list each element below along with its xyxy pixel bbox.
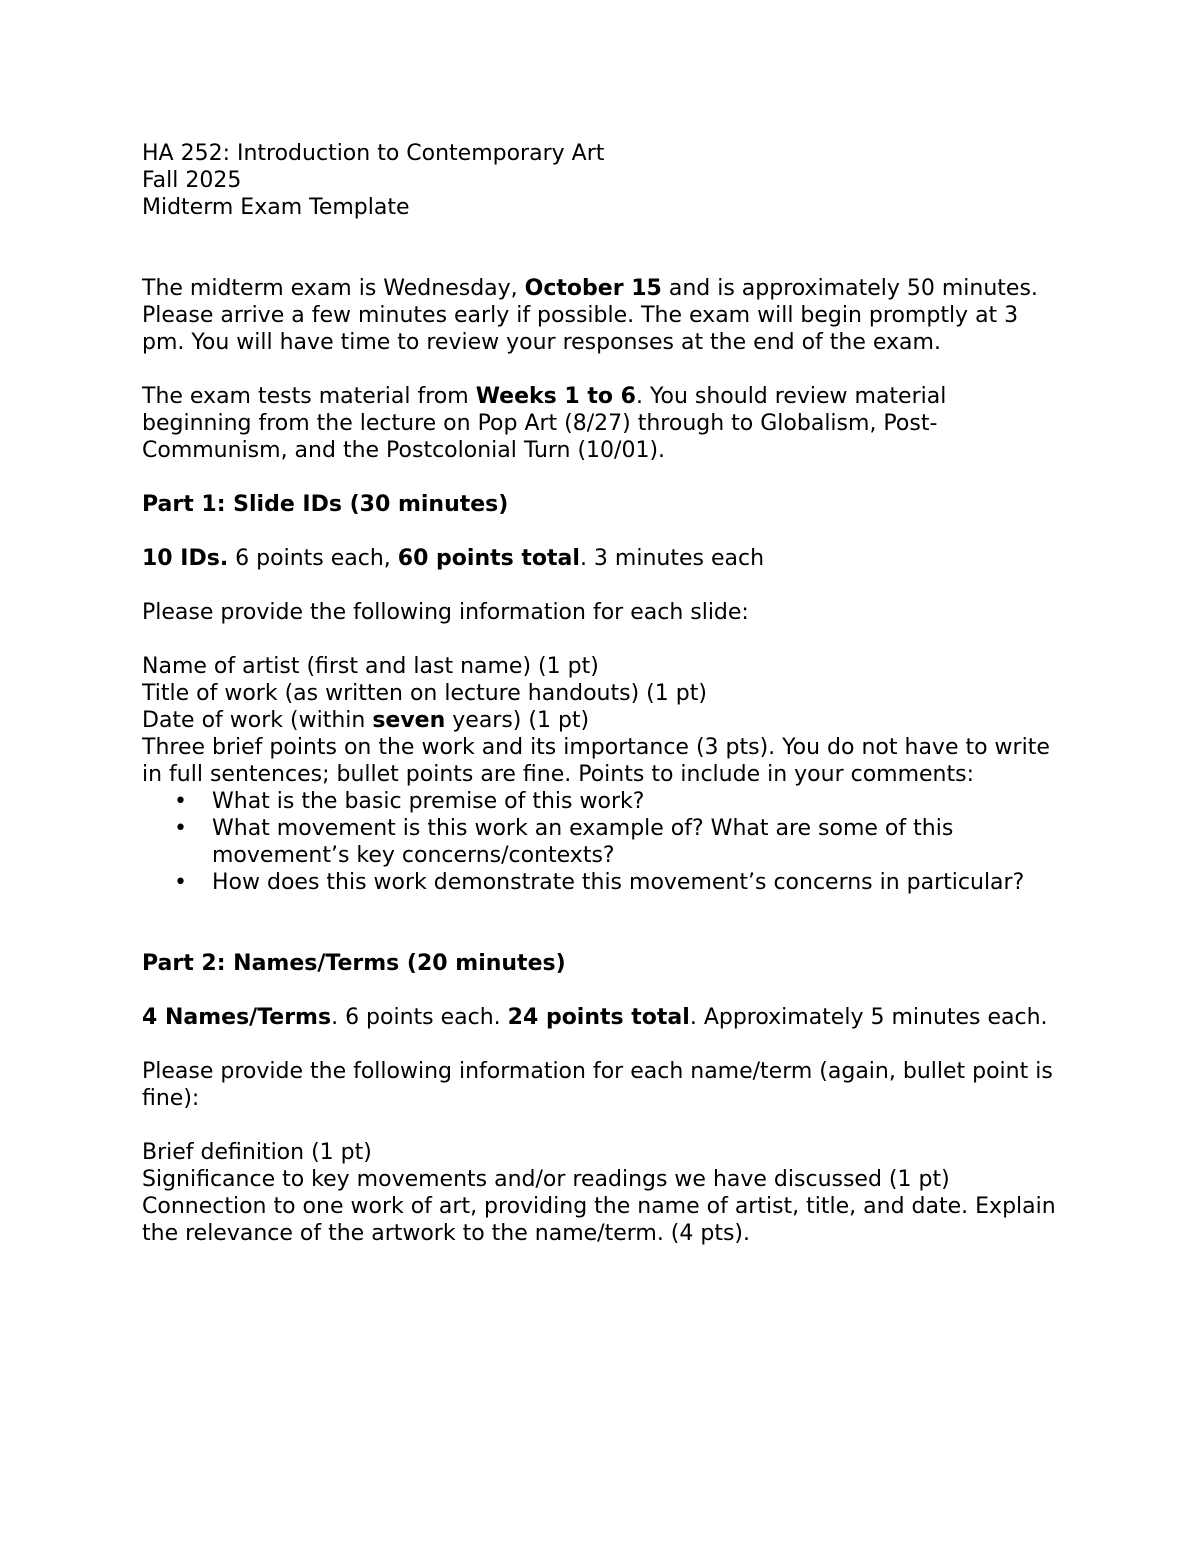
document-title: Midterm Exam Template: [142, 195, 410, 220]
scope-text-2: . You should review material beginning from the lecture on Pop Art (8/27) through to Globalism, Post-Communism, and the Postcolonial Turn (10/01).: [142, 384, 947, 463]
scope-text-1: The exam tests material from: [142, 384, 476, 409]
spacer: [142, 221, 1062, 275]
part2-summary-text-2: . Approximately 5 minutes each.: [689, 1005, 1048, 1030]
course-title: HA 252: Introduction to Contemporary Art: [142, 141, 605, 166]
logistics-text-2: and is approximately 50 minutes. Please arrive a few minutes early if possible. The exam will begin promptly at 3 pm. You will have time to review your responses at the end of the exam.: [142, 276, 1038, 355]
bullet-icon: •: [174, 789, 187, 814]
part1-summary: [142, 545, 1062, 572]
requirement-date: Date of work (within seven years) (1 pt): [142, 708, 590, 733]
part2-count: 4 Names/Terms: [142, 1005, 332, 1030]
comment-points-list: [142, 788, 1062, 896]
bullet-icon: •: [174, 816, 187, 841]
date-range-emphasis: seven: [372, 708, 446, 733]
part1-heading-text: Part 1: Slide IDs (30 minutes): [142, 492, 509, 517]
bullet-icon: •: [174, 870, 187, 895]
spacer: [142, 896, 1062, 950]
part1-summary-text-1: 6 points each,: [228, 546, 398, 571]
part2-instruction: Please provide the following information for each name/term (again, bullet point is fine):: [142, 1059, 1053, 1111]
exam-weeks: Weeks 1 to 6: [475, 384, 636, 409]
part2-summary: [142, 1004, 1062, 1031]
requirement-significance: Significance to key movements and/or readings we have discussed (1 pt): [142, 1167, 950, 1192]
exam-logistics-paragraph: [142, 275, 1062, 356]
part1-heading: [142, 491, 1062, 518]
requirement-artist: Name of artist (first and last name) (1 pt): [142, 654, 599, 679]
part2-requirements: [142, 1139, 1062, 1247]
exam-date: October 15: [524, 276, 662, 301]
term-label: Fall 2025: [142, 168, 242, 193]
part2-points-total: 24 points total: [507, 1005, 690, 1030]
part2-heading-text: Part 2: Names/Terms (20 minutes): [142, 951, 566, 976]
part1-instruction: Please provide the following information for each slide:: [142, 600, 749, 625]
part1-summary-text-2: . 3 minutes each: [579, 546, 765, 571]
exam-scope-paragraph: [142, 383, 1062, 464]
requirement-title: Title of work (as written on lecture handouts) (1 pt): [142, 681, 707, 706]
document-page: [142, 140, 1062, 1247]
logistics-text-1: The midterm exam is Wednesday,: [142, 276, 525, 301]
part2-summary-text-1: . 6 points each.: [331, 1005, 508, 1030]
list-item: • What movement is this work an example of? What are some of this movement’s key concerns/contexts?: [174, 816, 954, 868]
list-item: • What is the basic premise of this work?: [174, 789, 645, 814]
requirement-definition: Brief definition (1 pt): [142, 1140, 372, 1165]
part1-requirements: [142, 653, 1062, 896]
part2-heading: [142, 950, 1062, 977]
requirement-points: Three brief points on the work and its importance (3 pts). You do not have to write in full sentences; bullet points are fine. Points to include in your comments:: [142, 735, 1050, 787]
part1-points-total: 60 points total: [397, 546, 580, 571]
requirement-connection: Connection to one work of art, providing the name of artist, title, and date. Explain the relevance of the artwork to the name/term. (4 pts).: [142, 1194, 1056, 1246]
document-header: [142, 140, 1062, 221]
part1-count: 10 IDs.: [142, 546, 229, 571]
list-item: • How does this work demonstrate this movement’s concerns in particular?: [174, 870, 1025, 895]
